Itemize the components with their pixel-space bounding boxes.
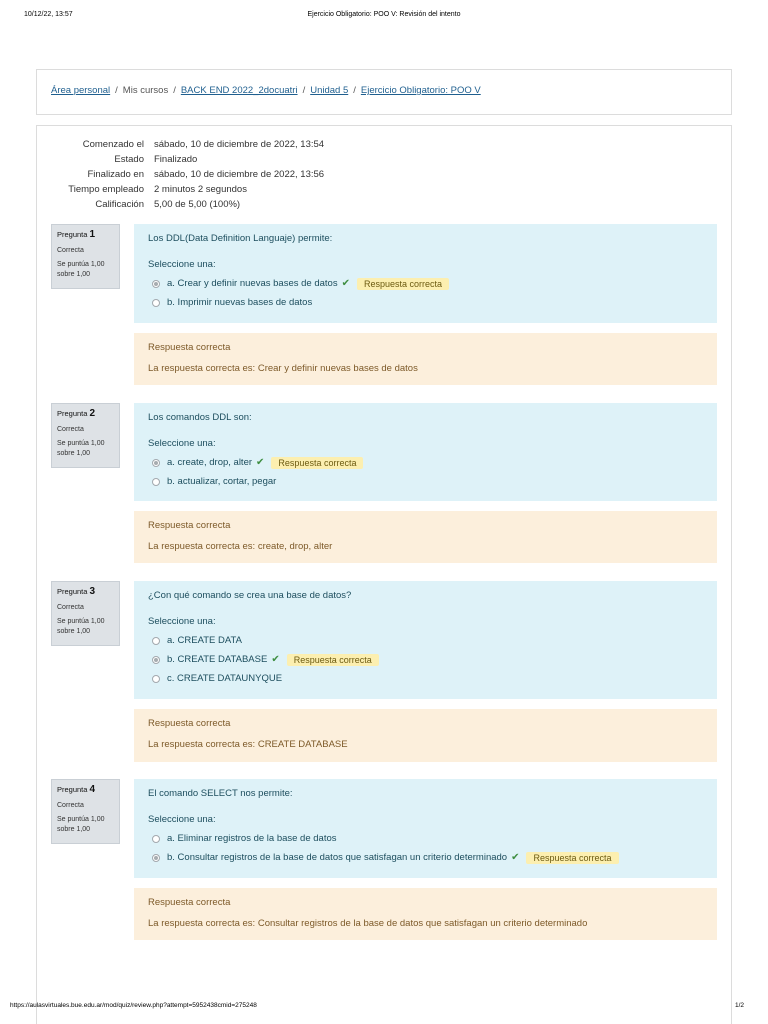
summary-label: Tiempo empleado	[68, 184, 144, 195]
summary-value: 2 minutos 2 segundos	[154, 184, 247, 195]
grade-line: sobre 1,00	[57, 826, 91, 834]
correct-badge: Respuesta correcta	[526, 852, 618, 864]
summary-row-state	[40, 154, 440, 169]
select-prompt: Seleccione una:	[148, 259, 216, 270]
question-content-1	[134, 224, 717, 323]
answer-option[interactable]	[148, 631, 703, 650]
question-info-1	[51, 224, 120, 289]
question-state: Correcta	[57, 802, 84, 809]
answer-text: b. actualizar, cortar, pegar	[167, 476, 277, 487]
summary-value: sábado, 10 de diciembre de 2022, 13:56	[154, 169, 325, 180]
grade-line: Se puntúa 1,00	[57, 816, 105, 823]
grade-line: sobre 1,00	[57, 628, 91, 636]
summary-label: Finalizado en	[87, 169, 144, 180]
question-feedback-2	[134, 511, 717, 563]
answer-text: a. Eliminar registros de la base de datos	[167, 833, 337, 844]
question-number: 2	[89, 408, 96, 419]
select-prompt: Seleccione una:	[148, 616, 216, 627]
print-header	[24, 11, 744, 23]
question-grade	[57, 617, 114, 637]
answer-option[interactable]	[148, 293, 703, 312]
radio-selected[interactable]	[152, 854, 160, 862]
breadcrumb-separator: /	[353, 85, 356, 96]
question-feedback-1	[134, 333, 717, 385]
summary-row-started	[40, 139, 440, 154]
breadcrumb-home-link[interactable]: Área personal	[51, 85, 111, 96]
grade-line: Se puntúa 1,00	[57, 440, 105, 447]
feedback-title: Respuesta correcta	[148, 897, 231, 908]
radio-unselected[interactable]	[152, 478, 160, 486]
feedback-text: La respuesta correcta es: Consultar registros de la base de datos que satisfagan un criterio determinado	[148, 918, 588, 929]
question-word: Pregunta	[57, 409, 88, 418]
question-number-label	[57, 408, 114, 419]
question-info-2	[51, 403, 120, 468]
summary-row-finished	[40, 169, 440, 184]
print-url: https://aulasvirtuales.bue.edu.ar/mod/quiz/review.php?attempt=5952438cmid=275248	[10, 1002, 257, 1009]
radio-unselected[interactable]	[152, 835, 160, 843]
question-info-3	[51, 581, 120, 646]
question-word: Pregunta	[57, 785, 88, 794]
radio-unselected[interactable]	[152, 299, 160, 307]
question-number: 3	[89, 586, 96, 597]
summary-row-time-taken	[40, 184, 440, 199]
breadcrumb-unit-link[interactable]: Unidad 5	[310, 85, 349, 96]
correct-badge: Respuesta correcta	[357, 278, 449, 290]
grade-line: sobre 1,00	[57, 271, 91, 279]
print-date: 10/12/22, 13:57	[24, 11, 73, 18]
check-icon: ✔	[511, 852, 520, 863]
grade-line: Se puntúa 1,00	[57, 618, 105, 625]
feedback-title: Respuesta correcta	[148, 520, 231, 531]
answer-option[interactable]	[148, 669, 703, 688]
print-title: Ejercicio Obligatorio: POO V: Revisión del intento	[307, 11, 461, 18]
radio-selected[interactable]	[152, 459, 160, 467]
correct-badge: Respuesta correcta	[271, 457, 363, 469]
answer-text: a. create, drop, alter	[167, 457, 253, 468]
answer-option[interactable]	[148, 453, 703, 472]
correct-badge: Respuesta correcta	[287, 654, 379, 666]
question-info-4	[51, 779, 120, 844]
radio-unselected[interactable]	[152, 637, 160, 645]
question-content-3	[134, 581, 717, 699]
breadcrumb-separator: /	[115, 85, 118, 96]
feedback-text: La respuesta correcta es: CREATE DATABASE	[148, 739, 348, 750]
breadcrumb	[51, 85, 481, 96]
question-word: Pregunta	[57, 587, 88, 596]
feedback-text: La respuesta correcta es: Crear y definir nuevas bases de datos	[148, 363, 418, 374]
summary-value: sábado, 10 de diciembre de 2022, 13:54	[154, 139, 325, 150]
breadcrumb-separator: /	[173, 85, 176, 96]
grade-line: Se puntúa 1,00	[57, 261, 105, 268]
check-icon: ✔	[341, 278, 350, 289]
breadcrumb-my-courses: Mis cursos	[122, 85, 169, 96]
answer-option[interactable]	[148, 650, 703, 669]
select-prompt: Seleccione una:	[148, 814, 216, 825]
question-feedback-4	[134, 888, 717, 940]
question-text: Los DDL(Data Definition Languaje) permite:	[148, 233, 333, 244]
feedback-title: Respuesta correcta	[148, 342, 231, 353]
summary-label: Calificación	[95, 199, 144, 210]
question-feedback-3	[134, 709, 717, 762]
answer-text: b. Consultar registros de la base de datos que satisfagan un criterio determinado	[167, 852, 508, 863]
answer-text: b. CREATE DATABASE	[167, 654, 268, 665]
question-text: El comando SELECT nos permite:	[148, 788, 293, 799]
answer-text: b. Imprimir nuevas bases de datos	[167, 297, 313, 308]
answer-option[interactable]	[148, 829, 703, 848]
radio-selected[interactable]	[152, 656, 160, 664]
question-number-label	[57, 229, 114, 240]
question-word: Pregunta	[57, 230, 88, 239]
answer-option[interactable]	[148, 848, 703, 867]
attempt-summary	[40, 139, 440, 214]
check-icon: ✔	[271, 654, 280, 665]
grade-line: sobre 1,00	[57, 450, 91, 458]
question-state: Correcta	[57, 247, 84, 254]
print-page-number: 1/2	[734, 1002, 744, 1009]
feedback-text: La respuesta correcta es: create, drop, alter	[148, 541, 333, 552]
question-state: Correcta	[57, 426, 84, 433]
answer-text: a. Crear y definir nuevas bases de datos	[167, 278, 338, 289]
question-grade	[57, 260, 114, 280]
answer-text: c. CREATE DATAUNYQUE	[167, 673, 283, 684]
radio-unselected[interactable]	[152, 675, 160, 683]
summary-label: Comenzado el	[82, 139, 144, 150]
check-icon: ✔	[256, 457, 265, 468]
breadcrumb-activity-link[interactable]: Ejercicio Obligatorio: POO V	[360, 85, 481, 96]
question-text: ¿Con qué comando se crea una base de datos?	[148, 590, 352, 601]
summary-value: Finalizado	[154, 154, 198, 165]
breadcrumb-separator: /	[302, 85, 306, 96]
question-number-label	[57, 586, 114, 597]
question-content-4	[134, 779, 717, 878]
answer-text: a. CREATE DATA	[167, 635, 242, 646]
question-grade	[57, 815, 114, 835]
breadcrumb-card	[36, 69, 732, 115]
question-state: Correcta	[57, 604, 84, 611]
summary-value: 5,00 de 5,00 (100%)	[154, 199, 241, 210]
question-text: Los comandos DDL son:	[148, 412, 252, 423]
question-grade	[57, 439, 114, 459]
print-footer	[10, 1002, 744, 1014]
breadcrumb-course-link[interactable]: BACK END 2022_2docuatri	[180, 85, 298, 96]
question-number: 1	[89, 229, 96, 240]
select-prompt: Seleccione una:	[148, 438, 216, 449]
answer-option[interactable]	[148, 472, 703, 491]
question-number: 4	[89, 784, 96, 795]
question-content-2	[134, 403, 717, 501]
summary-label: Estado	[114, 154, 144, 165]
radio-selected[interactable]	[152, 280, 160, 288]
feedback-title: Respuesta correcta	[148, 718, 231, 729]
answer-option[interactable]	[148, 274, 703, 293]
question-number-label	[57, 784, 114, 795]
summary-row-grade	[40, 199, 440, 214]
